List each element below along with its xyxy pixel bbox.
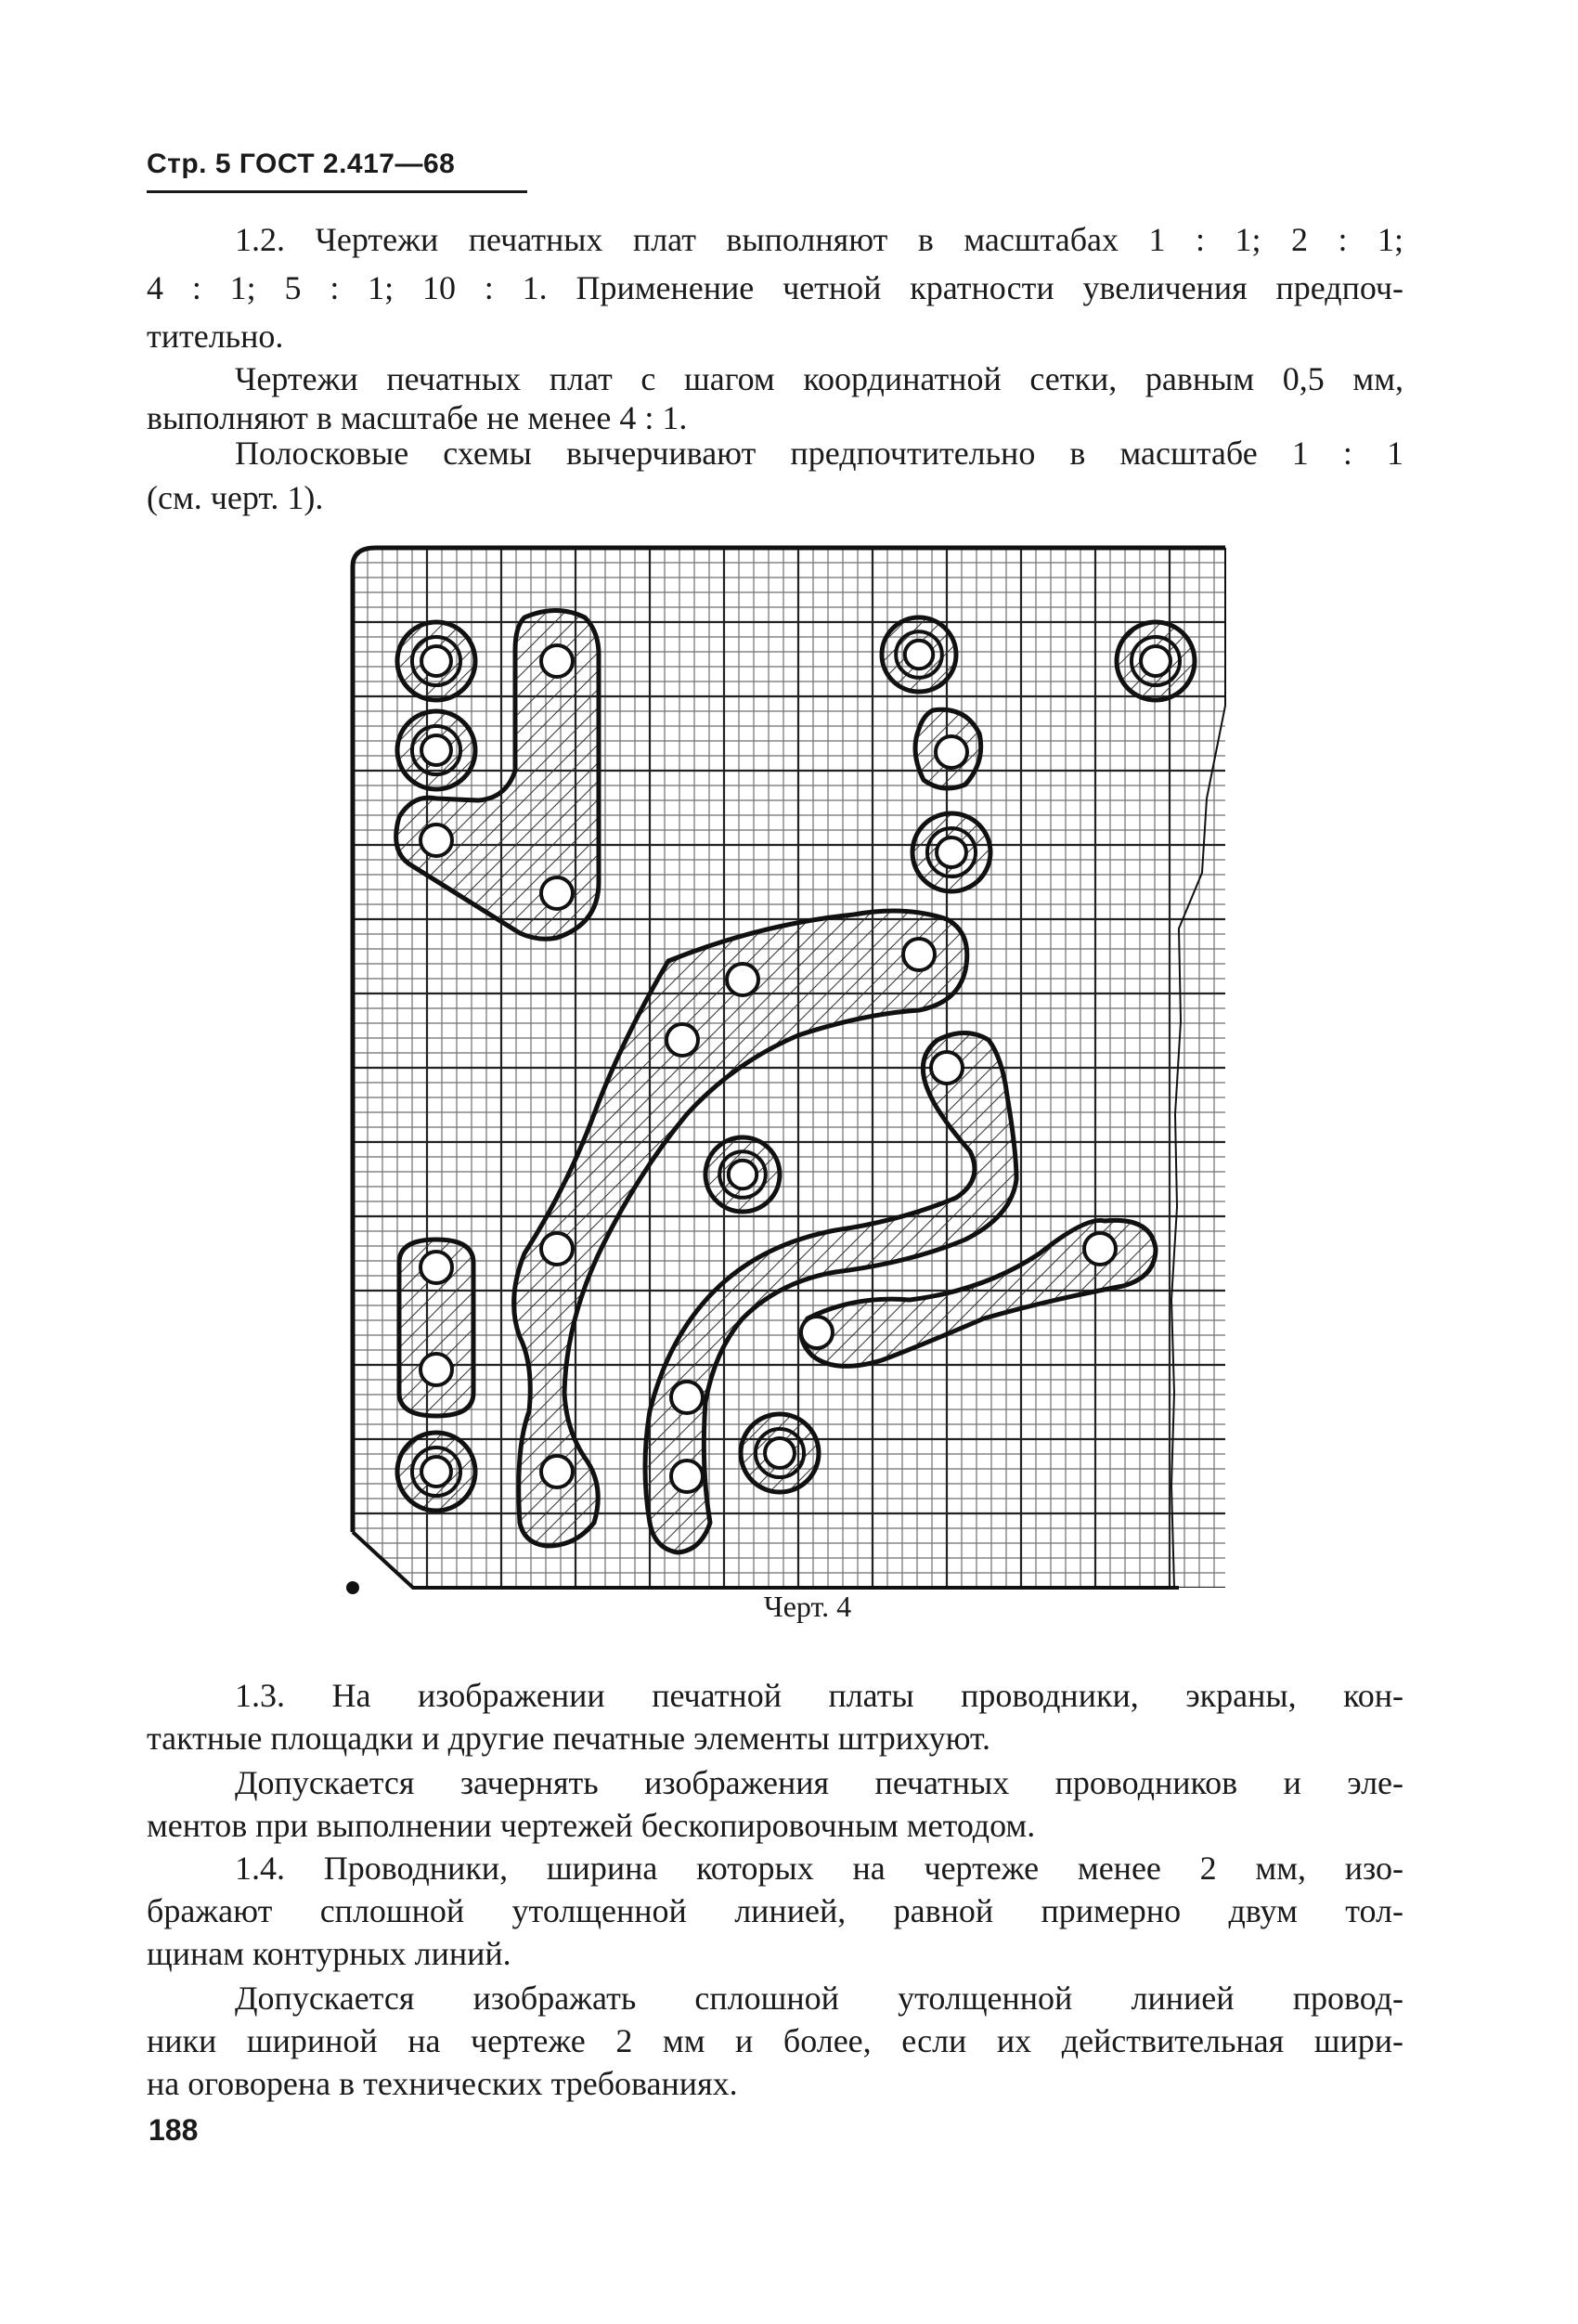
contact-pad (397, 1433, 475, 1511)
contact-pad (882, 617, 956, 692)
contact-pad (541, 645, 573, 677)
contact-pad (671, 1461, 703, 1492)
contact-pad (912, 813, 990, 891)
para-2-line-1: Чертежи печатных плат с шагом координатной сетки, равным 0,5 мм, (235, 360, 1403, 397)
contact-pad (420, 824, 452, 856)
board-corner-chamfer (353, 1532, 1179, 1588)
contact-pad (666, 1024, 698, 1056)
para-4-line-2: тактные площадки и другие печатные элементы штрихуют. (147, 1720, 991, 1757)
para-1-line-2: 4 : 1; 5 : 1; 10 : 1. Применение четной кратности увеличения предпоч- (147, 269, 1403, 306)
contact-pad (1084, 1233, 1116, 1265)
contact-pad (420, 1354, 452, 1385)
strip-conductors (396, 611, 1156, 1553)
para-7-line-2: ники шириной на чертеже 2 мм и более, если их действительная шири- (147, 2022, 1403, 2059)
contact-pad (420, 1252, 452, 1283)
contact-pad (931, 1052, 963, 1084)
para-2-line-2: выполняют в масштабе не менее 4 : 1. (147, 399, 688, 436)
contact-pad (541, 877, 573, 909)
para-7-line-1: Допускается изображать сплошной утолщенной линией провод- (235, 1980, 1403, 2017)
contact-pad (671, 1382, 703, 1413)
contact-pad (936, 736, 967, 768)
contact-pad (903, 939, 935, 970)
para-1-line-3: тительно. (147, 318, 284, 355)
para-6-line-2: бражают сплошной утолщенной линией, равной примерно двум тол- (147, 1892, 1403, 1929)
para-1-line-1: 1.2. Чертежи печатных плат выполняют в масштабах 1 : 1; 2 : 1; (235, 221, 1403, 258)
contact-pad (705, 1137, 780, 1212)
contact-pad (541, 1233, 573, 1265)
contact-pad (741, 1414, 819, 1492)
para-6-line-3: щинам контурных линий. (147, 1935, 511, 1972)
page-header: Стр. 5 ГОСТ 2.417—68 (147, 149, 456, 179)
contact-pad (727, 964, 758, 995)
para-3-line-2: (см. черт. 1). (147, 479, 324, 516)
para-5-line-1: Допускается зачернять изображения печатных проводников и эле- (235, 1764, 1403, 1801)
contact-pad (397, 622, 475, 700)
para-3-line-1: Полосковые схемы вычерчивают предпочтительно в масштабе 1 : 1 (235, 435, 1403, 472)
contact-pad (1117, 622, 1195, 700)
contact-pad (801, 1317, 833, 1348)
para-5-line-2: ментов при выполнении чертежей бескопировочным методом. (147, 1807, 1036, 1844)
para-6-line-1: 1.4. Проводники, ширина которых на чертеже менее 2 мм, изо- (235, 1850, 1403, 1887)
para-4-line-1: 1.3. На изображении печатной платы проводники, экраны, кон- (235, 1677, 1403, 1714)
page-number: 188 (149, 2113, 199, 2147)
contact-pad (541, 1456, 573, 1487)
figure-caption: Черт. 4 (763, 1590, 852, 1623)
contact-pad (397, 711, 475, 789)
para-7-line-3: на оговорена в технических требованиях. (147, 2065, 738, 2102)
